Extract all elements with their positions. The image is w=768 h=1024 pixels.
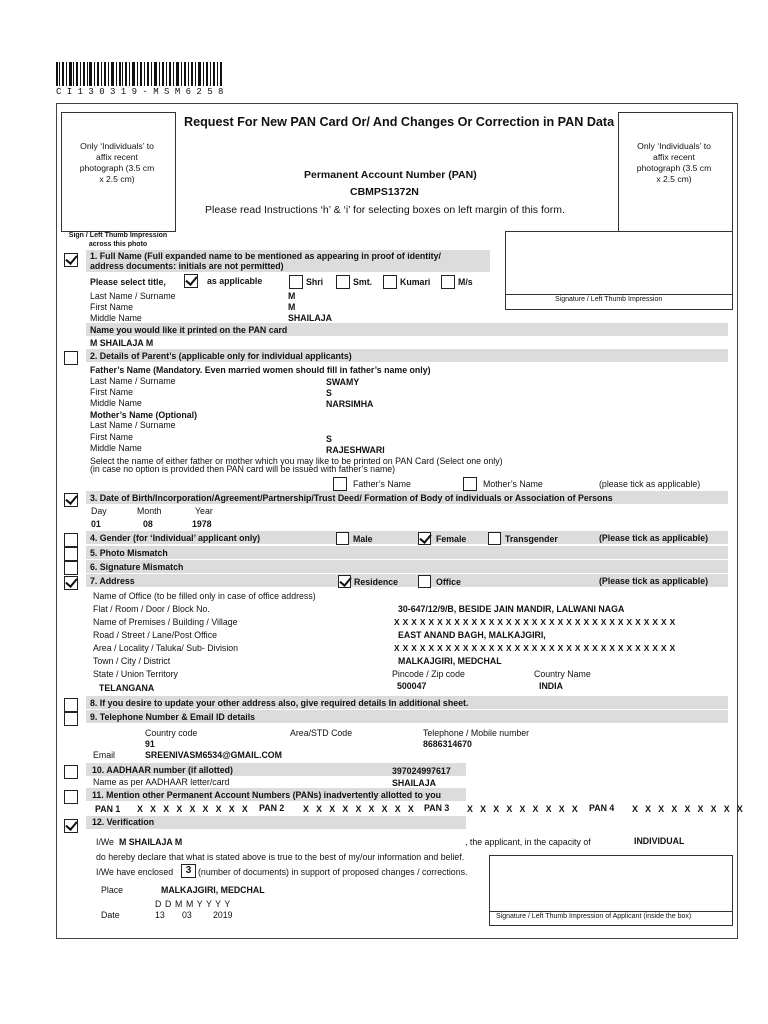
section3-heading: 3. Date of Birth/Incorporation/Agreement/Partnership/Trust Deed/ Formation of Body of individuals or Association of Persons (90, 493, 613, 503)
section5-checkbox[interactable] (64, 547, 78, 561)
dob-day-label: Day (91, 506, 107, 516)
pincode-label: Pincode / Zip code (392, 669, 465, 679)
parent-select-note: Select the name of either father or mother which you may like to be printed on PAN Card (Select one only) (90, 456, 503, 466)
enclosed-pre: I/We have enclosed (96, 867, 174, 877)
section9-heading: 9. Telephone Number & Email ID details (90, 712, 256, 722)
pan1-value[interactable]: X X X X X X X X X (137, 804, 251, 814)
signature-caption-top: Signature / Left Thumb Impression (555, 296, 663, 303)
section4-checkbox[interactable] (64, 533, 78, 547)
middle-name-label: Middle Name (90, 313, 142, 323)
gender-tick-note: (Please tick as applicable) (599, 533, 709, 543)
date-year[interactable]: 2019 (213, 910, 233, 920)
aadhaar-value[interactable]: 397024997617 (392, 766, 451, 776)
section7-heading: 7. Address (90, 576, 135, 586)
pan-number: CBMPS1372N (350, 186, 419, 198)
town-label: Town / City / District (93, 656, 171, 666)
section4-heading: 4. Gender (for ‘Individual’ applicant only) (90, 533, 261, 543)
dob-year-value[interactable]: 1978 (192, 519, 212, 529)
section8-checkbox[interactable] (64, 698, 78, 712)
enclosed-post: (number of documents) in support of proposed changes / corrections. (198, 867, 468, 877)
father-heading: Father’s Name (Mandatory. Even married women should fill in father’s name only) (90, 365, 431, 375)
aadhaar-name-label: Name as per AADHAAR letter/card (93, 777, 230, 787)
section12-heading: 12. Verification (92, 817, 155, 827)
mother-name-option: Mother’s Name (483, 479, 543, 489)
title-shri-checkbox[interactable] (289, 275, 303, 289)
title-ms-checkbox[interactable] (441, 275, 455, 289)
father-name-checkbox[interactable] (333, 477, 347, 491)
gender-female-label: Female (436, 534, 467, 544)
mother-middle-label: Middle Name (90, 443, 142, 453)
mother-heading: Mother’s Name (Optional) (90, 410, 198, 420)
print-name-label: Name you would like it printed on the PAN card (90, 325, 288, 335)
section12-checkbox[interactable] (64, 819, 78, 833)
declaration-text: do hereby declare that what is stated above is true to the best of my/our information and belief. (96, 852, 465, 862)
section2-heading: 2. Details of Parent’s (applicable only for individual applicants) (90, 351, 352, 361)
section11-heading: 11. Mention other Permanent Account Numbers (PANs) inadvertently allotted to you (92, 790, 441, 800)
verification-name[interactable]: M SHAILAJA M (119, 837, 183, 847)
section9-checkbox[interactable] (64, 712, 78, 726)
signature-box-divider (505, 294, 732, 295)
title-smt-label: Smt. (353, 277, 373, 287)
std-code-label: Area/STD Code (290, 728, 353, 738)
address-residence-label: Residence (354, 577, 399, 587)
place-value[interactable]: MALKAJGIRI, MEDCHAL (161, 885, 265, 895)
email-label: Email (93, 750, 115, 760)
first-name-label: First Name (90, 302, 134, 312)
title-select-label: Please select title, (90, 277, 166, 287)
title-kumari-checkbox[interactable] (383, 275, 397, 289)
mother-middle-value[interactable]: RAJESHWARI (326, 445, 385, 455)
country-code-value[interactable]: 91 (145, 739, 155, 749)
pan2-label: PAN 2 (259, 803, 285, 813)
dob-year-label: Year (195, 506, 213, 516)
pan4-value[interactable]: X X X X X X X X X (632, 804, 746, 814)
address-office-checkbox[interactable] (418, 575, 431, 588)
flat-label: Flat / Room / Door / Block No. (93, 604, 210, 614)
barcode-text: C I 1 3 0 3 1 9 - M S M 6 2 5 8 (56, 87, 224, 97)
date-month[interactable]: 03 (182, 910, 192, 920)
dob-month-label: Month (137, 506, 162, 516)
date-label: Date (101, 910, 120, 920)
father-last-value[interactable]: SWAMY (326, 377, 360, 387)
section3-checkbox[interactable] (64, 493, 78, 507)
form-title: Request For New PAN Card Or/ And Changes Or Correction in PAN Data (184, 115, 615, 129)
pan4-label: PAN 4 (589, 803, 615, 813)
country-value[interactable]: INDIA (539, 681, 563, 691)
gender-male-checkbox[interactable] (336, 532, 349, 545)
enclosed-count[interactable]: 3 (181, 864, 196, 878)
photo-instructions-left: Only ‘Individuals’ to affix recent photograph (3.5 cm x 2.5 cm) (79, 141, 155, 184)
header-instruction: Please read Instructions ‘h’ & ‘i’ for selecting boxes on left margin of this form. (205, 204, 565, 216)
title-kumari-label: Kumari (400, 277, 431, 287)
first-name-value[interactable]: M (288, 302, 296, 312)
section5-heading-bar (86, 546, 728, 559)
title-smt-checkbox[interactable] (336, 275, 350, 289)
section6-checkbox[interactable] (64, 561, 78, 575)
country-code-label: Country code (145, 728, 198, 738)
section2-checkbox[interactable] (64, 351, 78, 365)
area-value[interactable]: X X X X X X X X X X X X X X X X X X X X X X X X X X X X X X X X X (394, 643, 676, 653)
dob-month-value[interactable]: 08 (143, 519, 153, 529)
father-middle-value[interactable]: NARSIMHA (326, 399, 374, 409)
gender-female-checkbox[interactable] (418, 532, 431, 545)
road-label: Road / Street / Lane/Post Office (93, 630, 218, 640)
section1-heading: 1. Full Name (Full expanded name to be mentioned as appearing in proof of identity/ address documents: initials are not permitted) (90, 251, 441, 271)
address-office-label: Office (436, 577, 461, 587)
telephone-label: Telephone / Mobile number (423, 728, 530, 738)
section11-checkbox[interactable] (64, 790, 78, 804)
photo-instructions-right: Only ‘Individuals’ to affix recent photograph (3.5 cm x 2.5 cm) (636, 141, 712, 184)
gender-transgender-label: Transgender (505, 534, 558, 544)
flat-value[interactable]: 30-647/12/9/B, BESIDE JAIN MANDIR, LALWANI NAGA (398, 604, 625, 614)
dob-day-value[interactable]: 01 (91, 519, 101, 529)
section5-heading: 5. Photo Mismatch (90, 548, 168, 558)
father-middle-label: Middle Name (90, 398, 142, 408)
premises-value[interactable]: X X X X X X X X X X X X X X X X X X X X X X X X X X X X X X X X X (394, 617, 676, 627)
father-first-value[interactable]: S (326, 388, 332, 398)
print-name-value[interactable]: M SHAILAJA M (90, 338, 154, 348)
telephone-value[interactable]: 8686314670 (423, 739, 472, 749)
date-day[interactable]: 13 (155, 910, 165, 920)
pan2-value[interactable]: X X X X X X X X X (303, 804, 417, 814)
as-applicable-label: as applicable (207, 276, 263, 286)
title-applicable-checkbox[interactable] (184, 274, 198, 288)
father-name-option: Father’s Name (353, 479, 411, 489)
capacity-value[interactable]: INDIVIDUAL (634, 836, 685, 846)
photo-sign-caption: Sign / Left Thumb Impression across this photo (68, 232, 168, 248)
parent-select-note-2: (in case no option is provided then PAN card will be issued with father’s name) (90, 464, 396, 474)
mother-name-checkbox[interactable] (463, 477, 477, 491)
gender-transgender-checkbox[interactable] (488, 532, 501, 545)
town-value[interactable]: MALKAJGIRI, MEDCHAL (398, 656, 502, 666)
mother-first-label: First Name (90, 432, 134, 442)
place-label: Place (101, 885, 124, 895)
barcode-graphic (56, 62, 224, 86)
verification-iwe: I/We (96, 837, 114, 847)
country-label: Country Name (534, 669, 591, 679)
signature-caption-bottom: Signature / Left Thumb Impression of Applicant (inside the box) (496, 913, 692, 920)
pan1-label: PAN 1 (95, 804, 121, 814)
state-label: State / Union Territory (93, 669, 178, 679)
mother-last-label: Last Name / Surname (90, 420, 176, 430)
father-last-label: Last Name / Surname (90, 376, 176, 386)
last-name-value[interactable]: M (288, 291, 296, 301)
section10-checkbox[interactable] (64, 765, 78, 779)
aadhaar-name-value[interactable]: SHAILAJA (392, 778, 436, 788)
gender-male-label: Male (353, 534, 373, 544)
area-label: Area / Locality / Taluka/ Sub- Division (93, 643, 239, 653)
state-value[interactable]: TELANGANA (99, 683, 155, 693)
premises-label: Name of Premises / Building / Village (93, 617, 238, 627)
road-value[interactable]: EAST ANAND BAGH, MALKAJGIRI, (398, 630, 546, 640)
title-ms-label: M/s (458, 277, 473, 287)
parent-tick-note: (please tick as applicable) (599, 479, 701, 489)
pincode-value[interactable]: 500047 (397, 681, 427, 691)
pan-label: Permanent Account Number (PAN) (304, 169, 477, 181)
section1-checkbox[interactable] (64, 253, 78, 267)
pan3-value[interactable]: X X X X X X X X X (467, 804, 581, 814)
section8-heading: 8. If you desire to update your other address also, give required details In additional sheet. (90, 698, 469, 708)
signature-box-bottom-divider (489, 911, 732, 912)
email-value[interactable]: SREENIVASM6534@GMAIL.COM (145, 750, 282, 760)
middle-name-value[interactable]: SHAILAJA (288, 313, 332, 323)
title-shri-label: Shri (306, 277, 324, 287)
address-residence-checkbox[interactable] (338, 575, 351, 588)
office-name-label: Name of Office (to be filled only in case of office address) (93, 591, 316, 601)
section7-checkbox[interactable] (64, 576, 78, 590)
mother-first-value[interactable]: S (326, 434, 332, 444)
section6-heading: 6. Signature Mismatch (90, 562, 184, 572)
capacity-label: , the applicant, in the capacity of (465, 837, 591, 847)
date-format-header: D D M M Y Y Y Y (155, 899, 231, 909)
barcode (56, 62, 224, 88)
address-tick-note: (Please tick as applicable) (599, 576, 709, 586)
last-name-label: Last Name / Surname (90, 291, 176, 301)
father-first-label: First Name (90, 387, 134, 397)
section10-heading: 10. AADHAAR number (if allotted) (92, 765, 233, 775)
pan3-label: PAN 3 (424, 803, 450, 813)
